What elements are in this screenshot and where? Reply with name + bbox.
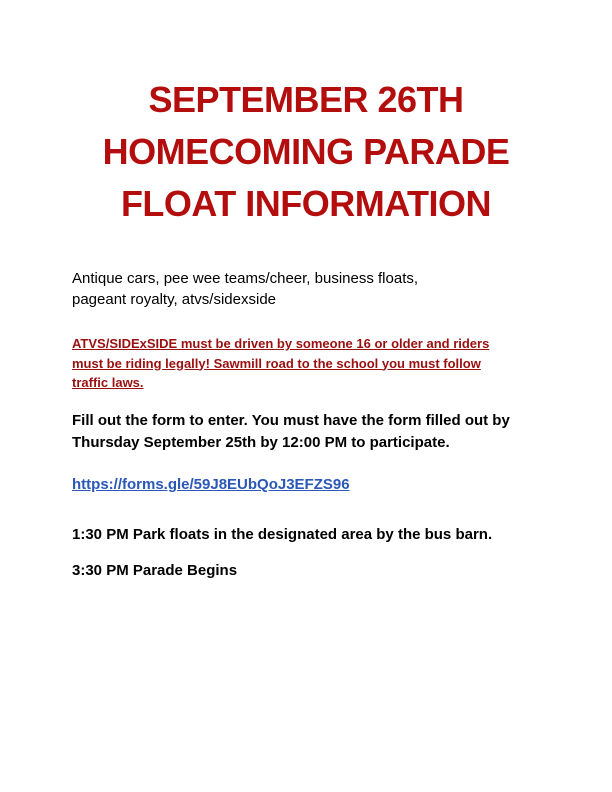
page-title xyxy=(0,74,612,230)
title-line-date: SEPTEMBER 26TH xyxy=(148,79,464,120)
intro-line: Antique cars, pee wee teams/cheer, business floats, xyxy=(72,270,419,287)
title-line-topic: FLOAT INFORMATION xyxy=(120,183,492,224)
eligible-entries-text xyxy=(72,268,552,310)
form-note-line: Fill out the form to enter. You must have the form filled out by xyxy=(72,412,510,429)
atv-safety-warning xyxy=(72,334,552,393)
schedule-parade-time: 3:30 PM Parade Begins xyxy=(72,562,238,579)
schedule-park-time: 1:30 PM Park floats in the designated area by the bus barn. xyxy=(72,526,493,543)
form-deadline-note xyxy=(72,410,552,453)
warning-line: ATVS/SIDExSIDE must be driven by someone 16 or older and riders xyxy=(72,336,490,351)
form-note-line: Thursday September 25th by 12:00 PM to participate. xyxy=(72,433,450,451)
warning-line: must be riding legally! Sawmill road to the school you must follow xyxy=(72,355,481,371)
warning-line: traffic laws. xyxy=(72,375,144,390)
title-line-event: HOMECOMING PARADE xyxy=(102,131,510,172)
intro-line: pageant royalty, atvs/sidexside xyxy=(72,291,277,308)
entry-form-link[interactable]: https://forms.gle/59J8EUbQoJ3EFZS96 xyxy=(72,476,350,493)
